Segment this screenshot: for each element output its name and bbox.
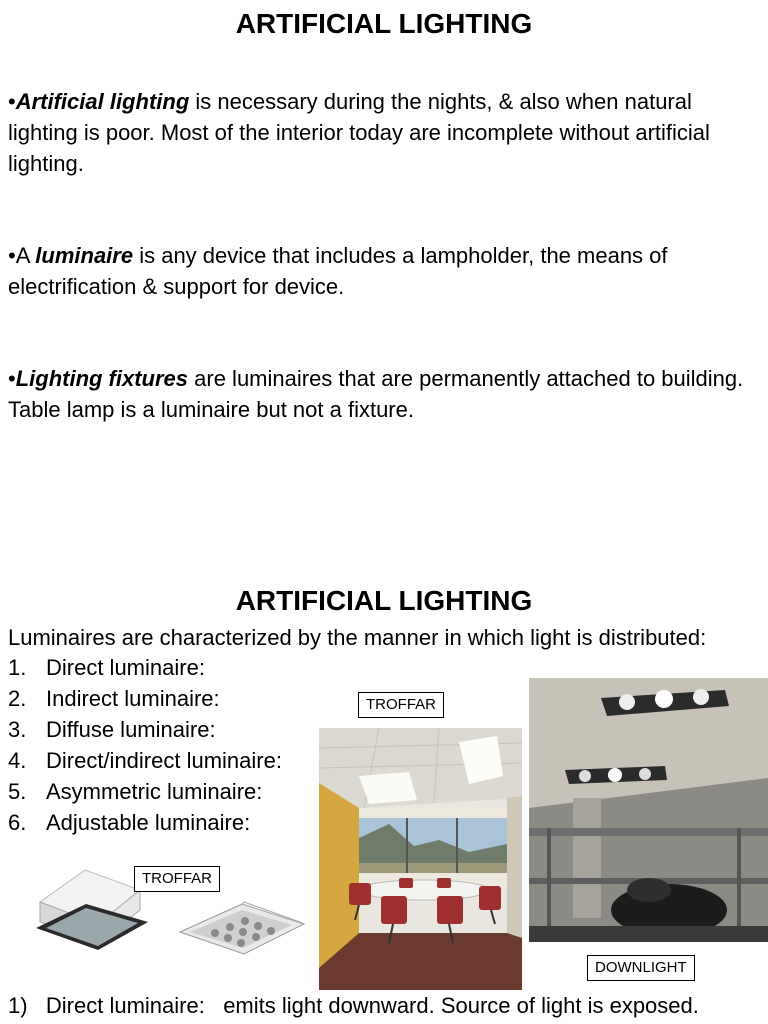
- downlight-photo: [529, 678, 768, 942]
- luminaire-type-list: [8, 652, 282, 838]
- downlight-label: DOWNLIGHT: [587, 955, 695, 981]
- list-text: Direct luminaire:: [46, 655, 205, 680]
- list-number: 2.: [8, 686, 27, 711]
- list-number: 6.: [8, 810, 27, 835]
- paragraph-artificial-lighting: •Artificial lighting is necessary during the nights, & also when natural lighting is poor. Most of the interior today are incomplete without artificial lighting.: [8, 89, 710, 176]
- list-number: 5.: [8, 779, 27, 804]
- paragraph-text: are luminaires that are permanently attached to building. Table lamp is a luminaire but not a fixture.: [8, 366, 744, 422]
- list-item: [8, 807, 282, 838]
- conference-room-photo: [319, 728, 522, 990]
- list-item: [8, 652, 282, 683]
- paragraph-text: is necessary during the nights, & also when natural lighting is poor. Most of the interior today are incomplete without artificial lighting.: [8, 89, 710, 176]
- list-text: Diffuse luminaire:: [46, 717, 216, 742]
- list-number: 3.: [8, 717, 27, 742]
- slide2-title: ARTIFICIAL LIGHTING: [235, 585, 533, 616]
- list-number: 4.: [8, 748, 27, 773]
- intro-text: Luminaires are characterized by the manner in which light is distributed:: [8, 625, 707, 650]
- paragraph-lighting-fixtures: •Lighting fixtures are luminaires that are permanently attached to building. Table lamp is a luminaire but not a fixture.: [8, 366, 744, 422]
- definition-number: 1): [8, 993, 28, 1018]
- term-artificial-lighting: Artificial lighting: [15, 89, 190, 114]
- list-text: Indirect luminaire:: [46, 686, 220, 711]
- paragraph-prefix: A: [15, 243, 36, 268]
- term-lighting-fixtures: Lighting fixtures: [15, 366, 189, 391]
- list-text: Direct/indirect luminaire:: [46, 748, 282, 773]
- list-text: Asymmetric luminaire:: [46, 779, 263, 804]
- paragraph-luminaire: •A luminaire is any device that includes a lampholder, the means of electrification & support for device.: [8, 243, 668, 299]
- term-luminaire: luminaire: [35, 243, 134, 268]
- definition-term: Direct luminaire:: [45, 993, 205, 1018]
- troffar-label-fixtures: TROFFAR: [134, 866, 220, 892]
- list-number: 1.: [8, 655, 27, 680]
- list-item: [8, 683, 282, 714]
- paragraph-text: is any device that includes a lampholder, the means of electrification & support for device.: [8, 243, 668, 299]
- list-text: Adjustable luminaire:: [46, 810, 251, 835]
- troffar-label-room: TROFFAR: [358, 692, 444, 718]
- list-item: [8, 745, 282, 776]
- list-item: [8, 714, 282, 745]
- direct-luminaire-definition: [8, 990, 699, 1021]
- slide1-title: ARTIFICIAL LIGHTING: [235, 8, 533, 39]
- definition-text: emits light downward. Source of light is exposed.: [223, 993, 699, 1018]
- list-item: [8, 776, 282, 807]
